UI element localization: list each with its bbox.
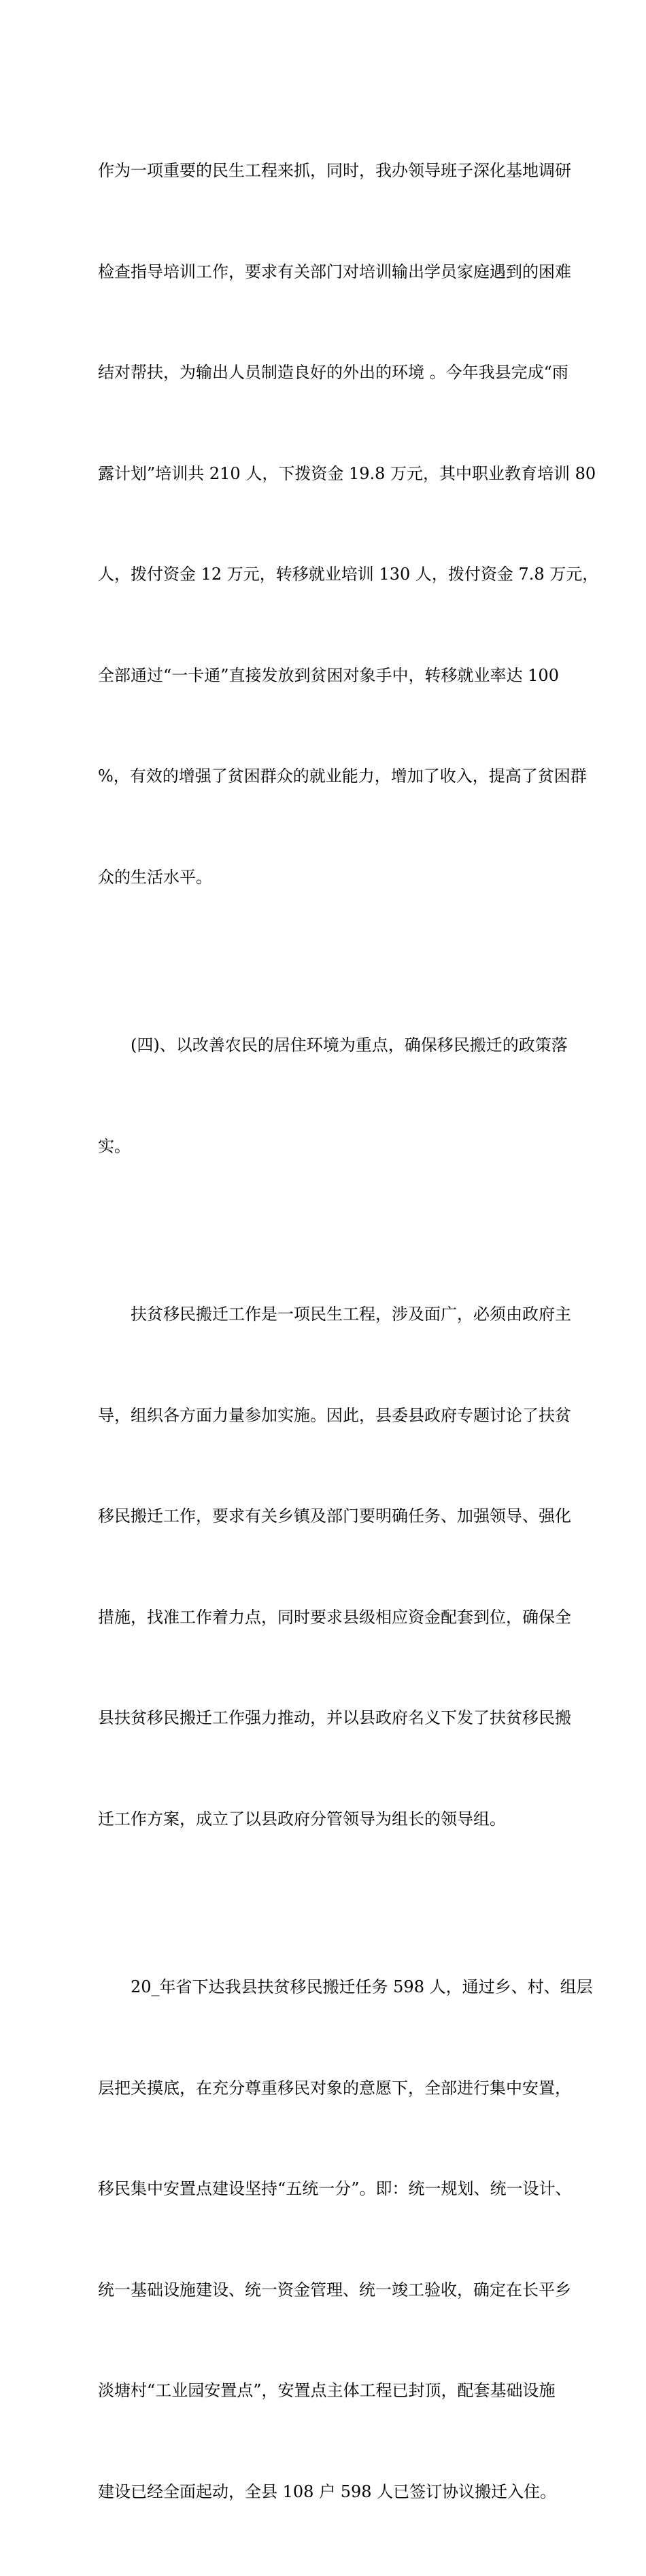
text-line: 迁工作方案，成立了以县政府分管领导为组长的领导组。 xyxy=(98,1809,506,1829)
text-line: 实。 xyxy=(98,1136,131,1156)
text-line: 结对帮扶，为输出人员制造良好的外出的环境 。今年我县完成“雨 xyxy=(98,363,568,382)
paragraph-1 xyxy=(98,87,599,961)
document-body xyxy=(98,87,599,2576)
text-line: 扶贫移民搬迁工作是一项民生工程，涉及面广，必须由政府主 xyxy=(131,1305,571,1324)
text-line: 众的生活水平。 xyxy=(98,867,212,887)
text-line: (四)、以改善农民的居住环境为重点，确保移民搬迁的政策落 xyxy=(131,1036,568,1055)
text-line: 作为一项重要的民生工程来抓，同时，我办领导班子深化基地调研 xyxy=(98,161,571,180)
text-line: 露计划”培训共 210 人，下拨资金 19.8 万元，其中职业教育培训 80 xyxy=(98,463,596,483)
text-line: 移民集中安置点建设坚持“五统一分”。即：统一规划、统一设计、 xyxy=(98,2179,572,2198)
text-line: %，有效的增强了贫困群众的就业能力，增加了收入，提高了贫困群 xyxy=(98,766,587,786)
paragraph-3 xyxy=(98,1231,571,1903)
text-line: 人，拨付资金 12 万元，转移就业培训 130 人，拨付资金 7.8 万元， xyxy=(98,565,599,584)
text-line: 全部通过“一卡通”直接发放到贫困对象手中，转移就业率达 100 xyxy=(98,665,559,685)
text-line: 县扶贫移民搬迁工作强力推动，并以县政府名义下发了扶贫移民搬 xyxy=(98,1708,571,1727)
text-line: 建设已经全面起动，全县 108 户 598 人已签订协议搬迁入住。 xyxy=(98,2482,557,2501)
paragraph-4 xyxy=(98,1903,593,2576)
text-line: 淡塘村“工业园安置点”，安置点主体工程已封顶，配套基础设施 xyxy=(98,2381,556,2400)
section-heading-four xyxy=(98,961,568,1231)
text-line: 检查指导培训工作，要求有关部门对培训输出学员家庭遇到的困难 xyxy=(98,262,571,281)
text-line: 导，组织各方面力量参加实施。因此，县委县政府专题讨论了扶贫 xyxy=(98,1405,571,1425)
text-line: 统一基础设施建设、统一资金管理、统一竣工验收，确定在长平乡 xyxy=(98,2280,571,2299)
text-line: 移民搬迁工作，要求有关乡镇及部门要明确任务、加强领导、强化 xyxy=(98,1506,571,1525)
text-line: 措施，找准工作着力点，同时要求县级相应资金配套到位，确保全 xyxy=(98,1607,571,1627)
text-line: 层把关摸底，在充分尊重移民对象的意愿下，全部进行集中安置， xyxy=(98,2078,571,2098)
text-line: 20_年省下达我县扶贫移民搬迁任务 598 人，通过乡、村、组层 xyxy=(131,1977,593,1996)
